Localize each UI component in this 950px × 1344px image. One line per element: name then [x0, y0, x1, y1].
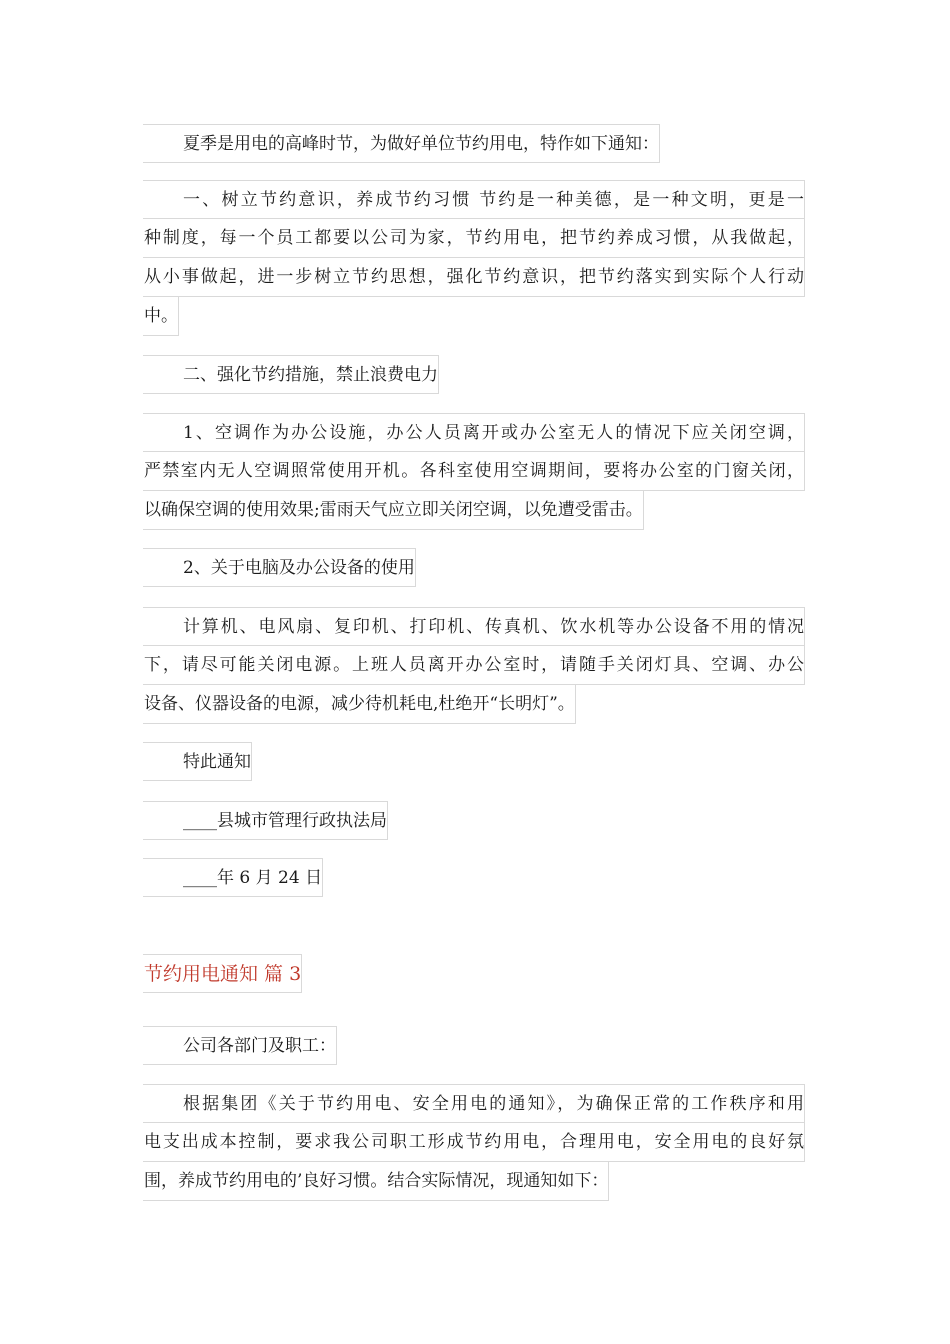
section-heading	[143, 954, 302, 993]
paragraph-line: 设备、仪器设备的电源，减少待机耗电,杜绝开“长明灯”。	[143, 685, 576, 724]
paragraph-line: 1、空调作为办公设施，办公人员离开或办公室无人的情况下应关闭空调，	[143, 413, 805, 452]
paragraph-measures	[143, 355, 439, 394]
paragraph-computers	[143, 548, 416, 587]
salutation-line: 公司各部门及职工：	[143, 1026, 337, 1065]
signature-organization	[143, 801, 388, 840]
paragraph-office-equipment	[143, 607, 805, 724]
paragraph-line: 以确保空调的使用效果;雷雨天气应立即关闭空调，以免遭受雷击。	[143, 491, 644, 530]
intro-line: 夏季是用电的高峰时节，为做好单位节约用电，特作如下通知：	[143, 124, 660, 163]
paragraph-group-notice	[143, 1084, 805, 1201]
paragraph-air-conditioning	[143, 413, 805, 530]
paragraph-line: 二、强化节约措施，禁止浪费电力	[143, 355, 439, 394]
closing-line: 特此通知	[143, 742, 252, 781]
paragraph-line: 下，请尽可能关闭电源。上班人员离开办公室时，请随手关闭灯具、空调、办公	[143, 646, 805, 685]
paragraph-line: 根据集团《关于节约用电、安全用电的通知》，为确保正常的工作秩序和用	[143, 1084, 805, 1123]
closing-note	[143, 742, 252, 781]
heading-line: 节约用电通知 篇 3	[143, 954, 302, 993]
paragraph-awareness	[143, 180, 805, 336]
paragraph-line: 严禁室内无人空调照常使用开机。各科室使用空调期间，要将办公室的门窗关闭，	[143, 452, 805, 491]
paragraph-line: 计算机、电风扇、复印机、打印机、传真机、饮水机等办公设备不用的情况	[143, 607, 805, 646]
signature-date	[143, 858, 323, 897]
paragraph-line: 围，养成节约用电的’良好习惯。结合实际情况，现通知如下：	[143, 1162, 609, 1201]
date-line: ____年 6 月 24 日	[143, 858, 323, 897]
paragraph-line: 从小事做起，进一步树立节约思想，强化节约意识，把节约落实到实际个人行动	[143, 258, 805, 297]
paragraph-line: 种制度，每一个员工都要以公司为家，节约用电，把节约养成习惯，从我做起，	[143, 219, 805, 258]
paragraph-line: 一、树立节约意识，养成节约习惯 节约是一种美德，是一种文明，更是一	[143, 180, 805, 219]
paragraph-line: 2、关于电脑及办公设备的使用	[143, 548, 416, 587]
paragraph-line: 电支出成本控制，要求我公司职工形成节约用电，合理用电，安全用电的良好氛	[143, 1123, 805, 1162]
salutation	[143, 1026, 337, 1065]
intro-paragraph	[143, 124, 660, 163]
paragraph-line: 中。	[143, 297, 179, 336]
signature-line: ____县城市管理行政执法局	[143, 801, 388, 840]
